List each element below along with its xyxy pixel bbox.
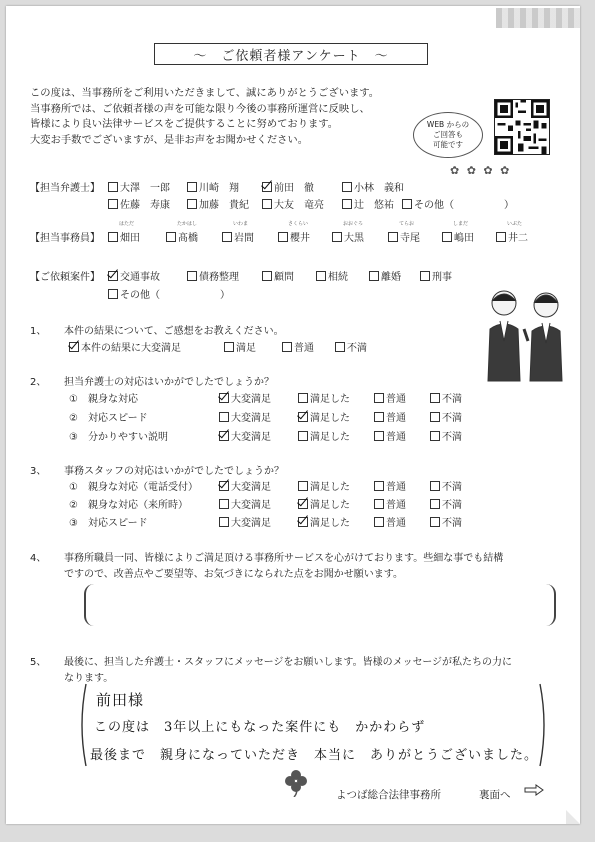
q2-option[interactable]: 普通 (374, 390, 406, 405)
case-option[interactable]: 交通事故 (108, 268, 160, 283)
q4-line: ですので、改善点やご要望等、お気づきになられた点をお聞かせ願います。 (64, 569, 403, 580)
q3-text: 事務スタッフの対応はいかがでしたでしょうか？ (64, 466, 284, 477)
q1-text: 本件の結果について、ご感想をお教えください。 (64, 326, 284, 337)
q4-number: 4、 (30, 553, 47, 564)
ruby: はただ (119, 221, 135, 227)
survey-page (6, 6, 580, 824)
checkbox[interactable] (166, 232, 176, 242)
checkbox[interactable] (374, 393, 384, 403)
qr-code-icon[interactable] (494, 99, 550, 155)
next-page-label[interactable]: 裏面へ (479, 789, 511, 801)
firm-name: よつば総合法律事務所 (336, 789, 441, 801)
checkbox[interactable] (282, 342, 292, 352)
q1-option[interactable]: 本件の結果に大変満足 (69, 339, 181, 354)
intro-line: この度は、当事務所をご利用いただきまして、誠にありがとうございます。 (30, 87, 380, 99)
checkbox[interactable] (187, 199, 197, 209)
staff-label: 【担当事務員】 (30, 233, 100, 244)
q3-option[interactable]: 普通 (374, 478, 406, 493)
ruby: さくらい (288, 221, 309, 227)
checkbox[interactable] (374, 431, 384, 441)
q2-option[interactable]: 不満 (430, 390, 462, 405)
checkbox-checked[interactable] (219, 481, 229, 491)
handwriting-bracket (78, 682, 548, 768)
case-option[interactable]: 顧問 (262, 268, 294, 283)
checkbox[interactable] (219, 517, 229, 527)
checkbox[interactable] (262, 199, 272, 209)
ruby: いわま (233, 221, 249, 227)
q3-option[interactable]: 大変満足 (219, 496, 271, 511)
checkbox[interactable] (262, 271, 272, 281)
checkbox[interactable] (108, 182, 118, 192)
q2-number: 2、 (30, 377, 47, 388)
q2-item-label: ① 親身な対応 (69, 394, 138, 405)
q2-option[interactable]: 不満 (430, 428, 462, 443)
checkbox[interactable] (430, 517, 440, 527)
case-option[interactable]: 債務整理 (187, 268, 239, 283)
arrow-right-icon[interactable] (524, 784, 544, 796)
q3-item-label: ② 親身な対応（来所時） (69, 500, 188, 511)
intro-text (30, 86, 450, 148)
page-fold (566, 810, 580, 824)
clover-icon (284, 769, 308, 797)
checkbox-checked[interactable] (108, 271, 118, 281)
q4-line: 事務所職員一同、皆様によりご満足頂ける事務所サービスを心がけております。些細な事でも結構 (64, 553, 504, 564)
blurred-label (496, 8, 580, 28)
lawyer-option[interactable]: その他（ ） (402, 196, 514, 211)
ruby: たかはし (177, 221, 198, 227)
staff-option[interactable]: 嶋田 (442, 229, 474, 244)
page-title: ～ ご依頼者様アンケート ～ (154, 43, 428, 65)
lawyer-option[interactable]: 前田 徹 (262, 179, 314, 194)
lawyer-option[interactable]: 加藤 貴紀 (187, 196, 249, 211)
q3-option[interactable]: 不満 (430, 496, 462, 511)
bubble-line: WEB からの (426, 120, 470, 129)
q2-text: 担当弁護士の対応はいかがでしたでしょうか？ (64, 377, 274, 388)
checkbox-checked[interactable] (298, 499, 308, 509)
intro-line: 皆様により良い法律サービスをご提供することに努めております。 (30, 118, 339, 131)
lawyers-illustration-icon (478, 281, 574, 383)
lawyer-option[interactable]: 辻 悠祐 (342, 196, 394, 211)
q3-option[interactable]: 普通 (374, 514, 406, 529)
q3-option[interactable]: 不満 (430, 478, 462, 493)
lawyer-label: 【担当弁護士】 (30, 183, 100, 194)
case-option[interactable]: 刑事 (420, 268, 452, 283)
case-option[interactable]: 相続 (316, 268, 348, 283)
checkbox[interactable] (369, 271, 379, 281)
bubble-line: ご回答も (433, 130, 463, 139)
q1-option[interactable]: 満足 (224, 339, 256, 354)
checkbox[interactable] (219, 412, 229, 422)
checkbox[interactable] (278, 232, 288, 242)
staff-option[interactable]: 岩間 (222, 229, 254, 244)
q2-option[interactable]: 満足した (298, 428, 350, 443)
bubble-line: 可能です (433, 140, 463, 149)
q3-item-label: ③ 対応スピード (69, 518, 148, 529)
case-option[interactable]: 離婚 (369, 268, 401, 283)
q2-option[interactable]: 大変満足 (219, 428, 271, 443)
ruby: おおぐろ (343, 221, 364, 227)
checkbox[interactable] (430, 481, 440, 491)
checkbox[interactable] (298, 431, 308, 441)
staff-option[interactable]: 井二 (496, 229, 528, 244)
case-label: 【ご依頼案件】 (30, 272, 100, 283)
checkbox[interactable] (374, 481, 384, 491)
case-option[interactable]: その他（ ） (108, 286, 230, 301)
checkbox[interactable] (108, 199, 118, 209)
ruby: てらお (399, 221, 415, 227)
q2-item-label: ② 対応スピード (69, 413, 148, 424)
lawyer-option[interactable]: 小林 義和 (342, 179, 404, 194)
q3-option[interactable]: 不満 (430, 514, 462, 529)
lawyer-option[interactable]: 川崎 翔 (187, 179, 239, 194)
checkbox[interactable] (316, 271, 326, 281)
q3-option[interactable]: 大変満足 (219, 514, 271, 529)
checkbox[interactable] (187, 182, 197, 192)
staff-option[interactable]: 櫻井 (278, 229, 310, 244)
q1-option[interactable]: 普通 (282, 339, 314, 354)
q1-number: 1、 (30, 326, 47, 337)
checkbox[interactable] (374, 499, 384, 509)
q5-number: 5、 (30, 657, 47, 668)
checkbox[interactable] (430, 431, 440, 441)
clover-decoration-icon: ✿ ✿ ✿ ✿ (450, 164, 512, 177)
checkbox-checked[interactable] (262, 182, 272, 192)
lawyer-option[interactable]: 佐藤 寿康 (108, 196, 170, 211)
checkbox[interactable] (187, 271, 197, 281)
checkbox-checked[interactable] (69, 342, 79, 352)
q3-option[interactable]: 満足した (298, 478, 350, 493)
q2-option[interactable]: 大変満足 (219, 409, 271, 424)
ruby: しまだ (453, 221, 469, 227)
staff-option[interactable]: 大黒 (332, 229, 364, 244)
checkbox[interactable] (374, 412, 384, 422)
checkbox[interactable] (335, 342, 345, 352)
checkbox[interactable] (430, 412, 440, 422)
checkbox[interactable] (496, 232, 506, 242)
checkbox[interactable] (108, 289, 118, 299)
checkbox-checked[interactable] (298, 517, 308, 527)
checkbox-checked[interactable] (298, 412, 308, 422)
intro-line: 大変お手数でございますが、是非お声をお聞かせください。 (30, 133, 309, 146)
checkbox[interactable] (374, 517, 384, 527)
staff-option[interactable]: 畑田 (108, 229, 140, 244)
q2-item-label: ③ 分かりやすい説明 (69, 432, 168, 443)
q2-option[interactable]: 普通 (374, 428, 406, 443)
q3-option[interactable]: 満足した (298, 496, 350, 511)
q3-number: 3、 (30, 466, 47, 477)
q3-option[interactable]: 大変満足 (219, 478, 271, 493)
q3-option[interactable]: 普通 (374, 496, 406, 511)
handwritten-line: 前田様 (96, 691, 145, 709)
intro-line: 当事務所では、ご依頼者様の声を可能な限り今後の事務所運営に反映し、 (30, 102, 370, 115)
handwritten-line: この度は 3年以上にもなった案件にも かかわらず (94, 720, 426, 735)
q1-option[interactable]: 不満 (335, 339, 367, 354)
q3-item-label: ① 親身な対応（電話受付） (69, 482, 198, 493)
q5-line: なります。 (64, 673, 114, 684)
q2-option[interactable]: 満足した (298, 409, 350, 424)
checkbox[interactable] (108, 232, 118, 242)
checkbox[interactable] (224, 342, 234, 352)
checkbox[interactable] (222, 232, 232, 242)
q5-line: 最後に、担当した弁護士・スタッフにメッセージをお願いします。皆様のメッセージが私たちの力に (64, 657, 512, 668)
q3-option[interactable]: 満足した (298, 514, 350, 529)
checkbox[interactable] (298, 393, 308, 403)
handwritten-line: 最後まで 親身になっていただき 本当に ありがとうございました。 (90, 748, 539, 763)
checkbox[interactable] (442, 232, 452, 242)
checkbox[interactable] (388, 232, 398, 242)
checkbox-checked[interactable] (219, 393, 229, 403)
checkbox[interactable] (430, 499, 440, 509)
checkbox[interactable] (430, 393, 440, 403)
checkbox[interactable] (219, 499, 229, 509)
q4-answer-area[interactable] (84, 584, 556, 626)
q2-option[interactable]: 満足した (298, 390, 350, 405)
checkbox[interactable] (420, 271, 430, 281)
staff-option[interactable]: 髙橋 (166, 229, 198, 244)
staff-option[interactable]: 寺尾 (388, 229, 420, 244)
checkbox[interactable] (342, 199, 352, 209)
checkbox[interactable] (298, 481, 308, 491)
lawyer-option[interactable]: 大澤 一郎 (108, 179, 170, 194)
checkbox-checked[interactable] (219, 431, 229, 441)
q2-option[interactable]: 大変満足 (219, 390, 271, 405)
web-answer-bubble (413, 112, 483, 158)
lawyer-option[interactable]: 大友 竜亮 (262, 196, 324, 211)
checkbox[interactable] (402, 199, 412, 209)
checkbox[interactable] (332, 232, 342, 242)
q2-option[interactable]: 不満 (430, 409, 462, 424)
q2-option[interactable]: 普通 (374, 409, 406, 424)
checkbox[interactable] (342, 182, 352, 192)
ruby: いぶた (507, 221, 523, 227)
